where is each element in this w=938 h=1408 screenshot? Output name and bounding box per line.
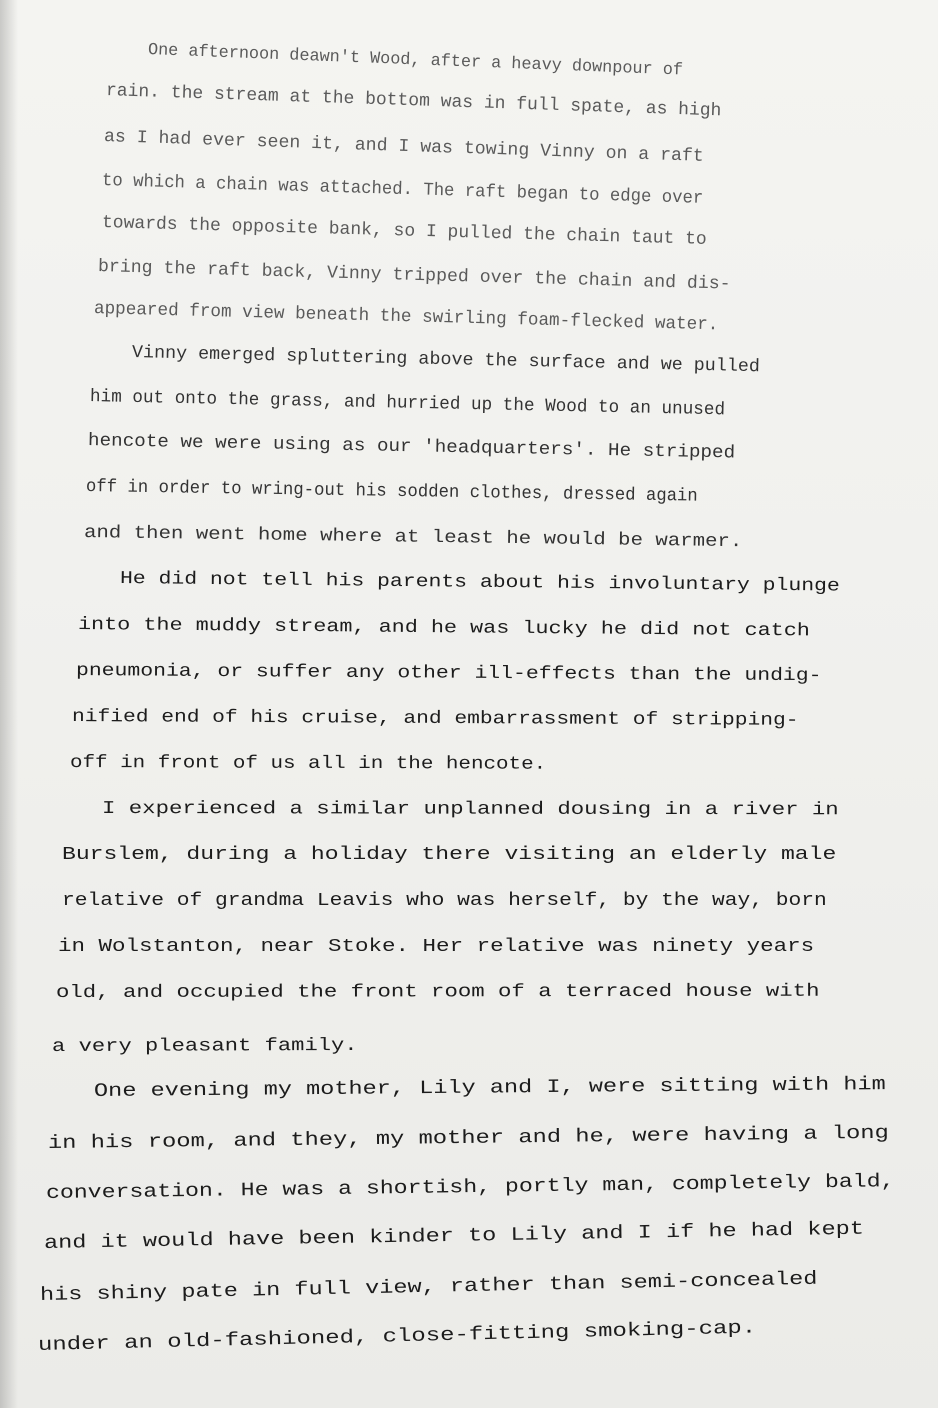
page-edge-shadow: [0, 0, 18, 1408]
text-line: his shiny pate in full view, rather than semi-concealed: [39, 1267, 818, 1306]
text-line: He did not tell his parents about his involuntary plunge: [119, 569, 840, 597]
text-line: as I had ever seen it, and I was towing Vinny on a raft: [103, 127, 705, 167]
text-line: to which a chain was attached. The raft began to edge over: [101, 171, 704, 209]
text-line: Vinny emerged spluttering above the surface and we pulled: [131, 343, 761, 378]
text-line: and then went home where at least he would be warmer.: [83, 523, 743, 553]
text-line: bring the raft back, Vinny tripped over the chain and dis-: [97, 257, 731, 295]
text-line: old, and occupied the front room of a terraced house with: [55, 981, 820, 1003]
text-line: nified end of his cruise, and embarrassment of stripping-: [71, 707, 799, 731]
text-line: in his room, and they, my mother and he, were having a long: [47, 1121, 889, 1154]
text-line: One evening my mother, Lily and I, were sitting with him: [93, 1073, 886, 1102]
text-line: and it would have been kinder to Lily and I if he had kept: [43, 1217, 865, 1254]
text-line: One afternoon deawn't Wood, after a heavy downpour of: [147, 41, 684, 81]
text-line: under an old-fashioned, close-fitting smoking-cap.: [37, 1316, 757, 1356]
text-line: off in front of us all in the hencote.: [69, 753, 547, 775]
text-line: towards the opposite bank, so I pulled the chain taut to: [101, 213, 707, 250]
text-line: off in order to wring-out his sodden clothes, dressed again: [85, 477, 698, 507]
text-line: a very pleasant family.: [51, 1035, 358, 1057]
text-line: conversation. He was a shortish, portly man, completely bald,: [45, 1170, 895, 1204]
text-line: pneumonia, or suffer any other ill-effects than the undig-: [75, 661, 822, 687]
text-line: relative of grandma Leavis who was herself, by the way, born: [62, 891, 827, 911]
text-line: rain. the stream at the bottom was in full spate, as high: [105, 81, 722, 122]
text-line: in Wolstanton, near Stoke. Her relative was ninety years: [58, 937, 815, 957]
text-line: Burslem, during a holiday there visiting an elderly male: [62, 845, 837, 865]
text-line: him out onto the grass, and hurried up the Wood to an unused: [89, 387, 726, 421]
text-line: hencote we were using as our 'headquarters'. He stripped: [87, 431, 736, 464]
text-line: appeared from view beneath the swirling foam-flecked water.: [93, 299, 719, 336]
text-line: I experienced a similar unplanned dousing in a river in: [101, 799, 839, 821]
text-line: into the muddy stream, and he was lucky he did not catch: [77, 615, 810, 642]
